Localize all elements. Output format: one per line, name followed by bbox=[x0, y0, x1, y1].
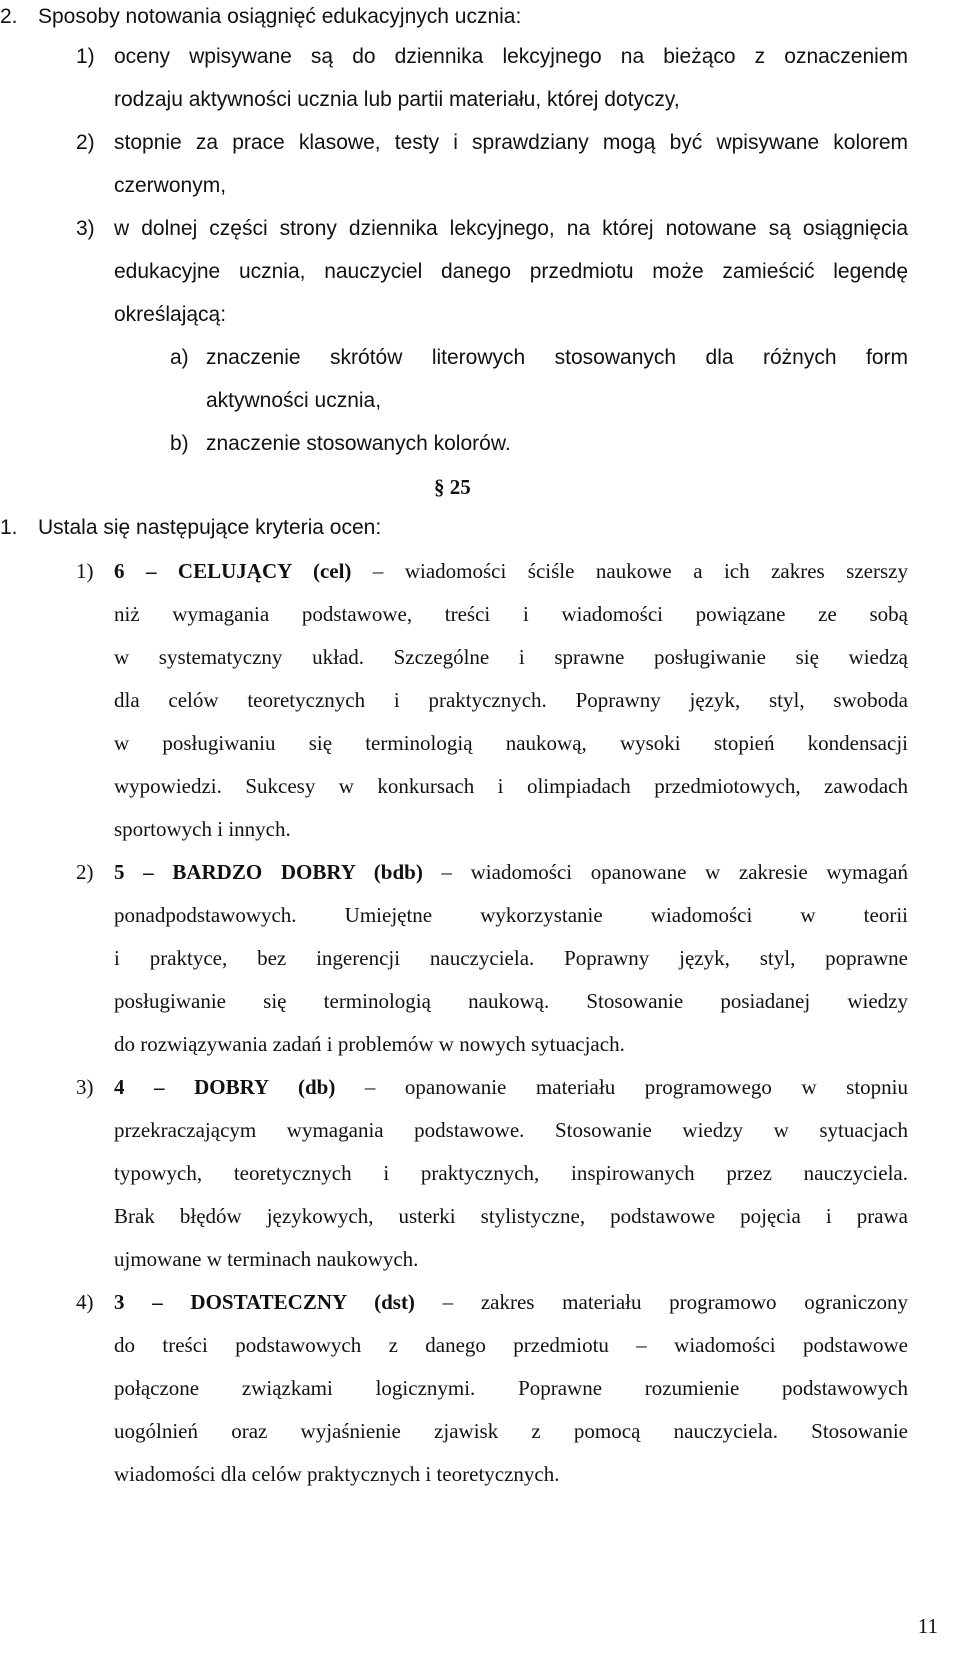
grade-line: ponadpodstawowych. Umiejętne wykorzystanie wiadomości w teorii bbox=[114, 903, 908, 927]
grade-line: w posługiwaniu się terminologią naukową, wysoki stopień kondensacji bbox=[114, 731, 908, 755]
grade-line: połączone związkami logicznymi. Poprawne rozumienie podstawowych bbox=[114, 1376, 908, 1400]
item-line: w dolnej części strony dziennika lekcyjnego, na której notowane są osiągnięcia bbox=[114, 217, 908, 240]
subitem-line: znaczenie skrótów literowych stosowanych dla różnych form bbox=[206, 346, 908, 369]
grade-number: 3) bbox=[76, 1075, 94, 1099]
section-1-number: 1. bbox=[0, 516, 18, 539]
section-2-number: 2. bbox=[0, 5, 18, 28]
grade-first-line bbox=[114, 1074, 908, 1100]
item-line: czerwonym, bbox=[114, 174, 227, 197]
grade-description: – wiadomości ściśle naukowe a ich zakres szerszy bbox=[351, 559, 908, 583]
item-line: stopnie za prace klasowe, testy i sprawdziany mogą być wpisywane kolorem bbox=[114, 131, 908, 154]
grade-line: niż wymagania podstawowe, treści i wiadomości powiązane ze sobą bbox=[114, 602, 908, 626]
item-line: edukacyjne ucznia, nauczyciel danego przedmiotu może zamieścić legendę bbox=[114, 260, 908, 283]
grade-line: Brak błędów językowych, usterki stylistyczne, podstawowe pojęcia i prawa bbox=[114, 1204, 908, 1228]
grade-line: uogólnień oraz wyjaśnienie zjawisk z pomocą nauczyciela. Stosowanie bbox=[114, 1419, 908, 1443]
grade-title: 4 – DOBRY (db) bbox=[114, 1075, 336, 1099]
item-number: 3) bbox=[76, 217, 95, 240]
item-line: oceny wpisywane są do dziennika lekcyjnego na bieżąco z oznaczeniem bbox=[114, 45, 908, 68]
grade-title: 3 – DOSTATECZNY (dst) bbox=[114, 1290, 415, 1314]
grade-description: – opanowanie materiału programowego w stopniu bbox=[335, 1075, 908, 1099]
grade-number: 1) bbox=[76, 559, 94, 583]
grade-line: i praktyce, bez ingerencji nauczyciela. Poprawny język, styl, poprawne bbox=[114, 946, 908, 970]
grade-first-line bbox=[114, 859, 908, 885]
item-number: 1) bbox=[76, 45, 95, 68]
item-number: 2) bbox=[76, 131, 95, 154]
item-line: określającą: bbox=[114, 303, 227, 326]
grade-number: 4) bbox=[76, 1290, 94, 1314]
section-2-heading: Sposoby notowania osiągnięć edukacyjnych ucznia: bbox=[38, 5, 522, 28]
grade-first-line bbox=[114, 1289, 908, 1315]
subitem-number: a) bbox=[170, 346, 189, 369]
grade-line: przekraczającym wymagania podstawowe. Stosowanie wiedzy w sytuacjach bbox=[114, 1118, 908, 1142]
grade-line: sportowych i innych. bbox=[114, 817, 291, 841]
subitem-line: znaczenie stosowanych kolorów. bbox=[206, 432, 511, 455]
grade-line: ujmowane w terminach naukowych. bbox=[114, 1247, 419, 1271]
grade-line: dla celów teoretycznych i praktycznych. Poprawny język, styl, swoboda bbox=[114, 688, 908, 712]
grade-title: 5 – BARDZO DOBRY (bdb) bbox=[114, 860, 423, 884]
section-1-heading: Ustala się następujące kryteria ocen: bbox=[38, 516, 382, 539]
grade-title: 6 – CELUJĄCY (cel) bbox=[114, 559, 352, 583]
grade-description: – wiadomości opanowane w zakresie wymagań bbox=[422, 860, 908, 884]
grade-line: posługiwanie się terminologią naukową. Stosowanie posiadanej wiedzy bbox=[114, 989, 908, 1013]
grade-line: wypowiedzi. Sukcesy w konkursach i olimpiadach przedmiotowych, zawodach bbox=[114, 774, 908, 798]
subitem-number: b) bbox=[170, 432, 189, 455]
grade-first-line bbox=[114, 558, 908, 584]
grade-line: w systematyczny układ. Szczególne i sprawne posługiwanie się wiedzą bbox=[114, 645, 908, 669]
page-number: 11 bbox=[917, 1614, 938, 1638]
grade-line: do treści podstawowych z danego przedmiotu – wiadomości podstawowe bbox=[114, 1333, 908, 1357]
grade-line: wiadomości dla celów praktycznych i teoretycznych. bbox=[114, 1462, 560, 1486]
grade-description: – zakres materiału programowo ograniczony bbox=[414, 1290, 908, 1314]
grade-line: do rozwiązywania zadań i problemów w nowych sytuacjach. bbox=[114, 1032, 625, 1056]
grade-line: typowych, teoretycznych i praktycznych, inspirowanych przez nauczyciela. bbox=[114, 1161, 908, 1185]
subitem-line: aktywności ucznia, bbox=[206, 389, 382, 412]
paragraph-mark: § 25 bbox=[434, 475, 471, 499]
grade-number: 2) bbox=[76, 860, 94, 884]
item-line: rodzaju aktywności ucznia lub partii materiału, której dotyczy, bbox=[114, 88, 680, 111]
